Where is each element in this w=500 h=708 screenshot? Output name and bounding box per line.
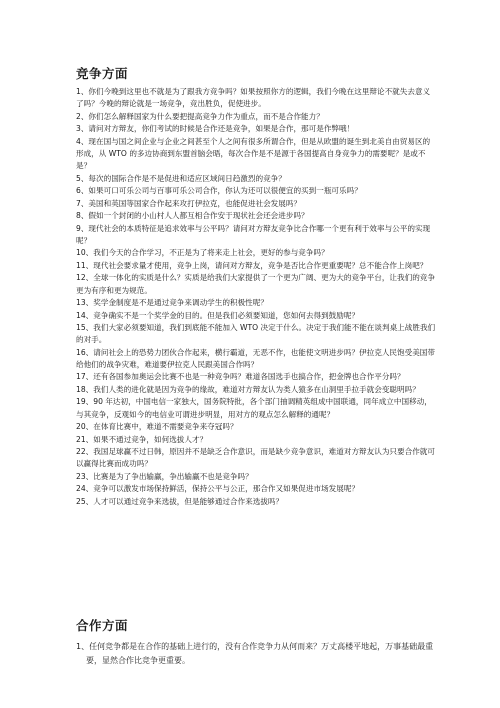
list-item: 8、假如一个封闭的小山村人人都互相合作安于现状社会还会进步吗？ bbox=[76, 211, 309, 221]
list-item: 11、现代社会要求量才使用，竞争上岗，请问对方辩友，竞争是否比合作更重要呢？总不能合作上岗吧？ bbox=[76, 260, 428, 270]
list-item: 15、我们大家必须要知道，我们到底能不能加入 WTO 决定于什么。决定于我们能不能在谈判桌上战胜我们的对手。 bbox=[76, 323, 436, 345]
list-item: 3、请问对方辩友，你们考试的时候是合作还是竞争，如果是合作，那可是作弊哦！ bbox=[76, 124, 355, 134]
cooperation-list bbox=[76, 640, 436, 668]
list-item: 21、如果不通过竞争，如何选拔人才？ bbox=[76, 434, 208, 444]
list-item: 4、现在国与国之间企业与企业之间甚至个人之间有很多所谓合作，但是从欧盟的诞生到北美自由贸易区的形成，从 WTO 的多边协商到东盟首脑会晤，每次合作是不是源于各国提高自身竞争力的需要呢？是或不是？ bbox=[76, 136, 431, 171]
list-item: 10、我们今天的合作学习，不正是为了将来走上社会，更好的参与竞争吗？ bbox=[76, 248, 329, 258]
list-item: 9、现代社会的本质特征是追求效率与公平吗？请问对方辩友竞争比合作哪一个更有利于效率与公平的实现呢？ bbox=[76, 223, 431, 245]
section-heading-cooperation: 合作方面 bbox=[76, 618, 129, 633]
section-heading-competition: 竞争方面 bbox=[76, 66, 129, 81]
list-item: 23、比赛是为了争出输赢，争出输赢不也是竞争吗？ bbox=[76, 471, 253, 481]
list-item: 7、美国和英国等国家合作起来攻打伊拉克，也能促进社会发展吗？ bbox=[76, 198, 302, 208]
list-item: 13、奖学金制度是不是通过竞争来调动学生的积极性呢？ bbox=[76, 298, 268, 308]
list-item: 1、你们今晚到这里也不就是为了跟我方竞争吗？如果按照你方的逻辑，我们今晚在这里辩论不就失去意义了吗？今晚的辩论就是一场竞争，竞出胜负，促使进步。 bbox=[76, 87, 431, 109]
list-item: 12、全球一体化的实质是什么？实质是给我们大家提供了一个更为广阔、更为大的竞争平台，让我们的竞争更为有序和更为规范。 bbox=[76, 273, 435, 295]
list-item: 19、90 年达初，中国电信一家独大，国务院特批，各个部门抽调精英组成中国联通，同年成立中国移动，与其竞争，反观如今的电信业可谓进步明显，用对方的观点怎么解释的通呢？ bbox=[76, 397, 432, 419]
list-item: 16、请问社会上的恐势力团伙合作起来，横行霸道，无恶不作，也能使文明进步吗？伊拉克人民饱受美国带给他们的战争灾难，难道要伊拉克人民跟美国合作吗？ bbox=[76, 347, 435, 369]
list-item: 1、任何竞争都是在合作的基础上进行的，没有合作竞争力从何而来？万丈高楼平地起，万事基础最重要，显然合作比竞争更重要。 bbox=[76, 642, 434, 665]
list-item: 25、人才可以通过竞争来选拔，但是能够通过合作来选拔吗？ bbox=[76, 496, 284, 506]
list-item: 24、竞争可以激发市场保持鲜活，保持公平与公正，那合作又如果促进市场发展呢？ bbox=[76, 484, 360, 494]
list-item: 18、我们人类的进化就是因为竞争的缘故，难道对方辩友认为类人猿多在山洞里手拉手就会变聪明吗？ bbox=[76, 384, 420, 394]
list-item: 17、还有各国参加奥运会比赛不也是一种竞争吗？难道各国选手也搞合作，把金牌也合作平分吗？ bbox=[76, 372, 405, 382]
competition-list bbox=[76, 86, 436, 508]
list-item: 5、每次的国际合作是不是促进和适应区域间日趋激烈的竞争？ bbox=[76, 173, 286, 183]
list-item: 14、竞争确实不是一个奖学金的目的。但是我们必须要知道，您如何去得到鼓励呢？ bbox=[76, 310, 360, 320]
list-item: 2、你们怎么解释国家为什么要把提高竞争力作为重点，而不是合作能力？ bbox=[76, 111, 324, 121]
list-item: 22、我国足球赢不过日韩，原因并不是缺乏合作意识，而是缺少竞争意识，难道对方辩友认为只要合作就可以赢得比赛而成功吗？ bbox=[76, 447, 435, 469]
list-item: 20、在体育比赛中，难道不需要竞争来夺冠吗？ bbox=[76, 422, 238, 432]
list-item: 6、如果可口可乐公司与百事可乐公司合作，你认为还可以很便宜的买到一瓶可乐吗？ bbox=[76, 186, 362, 196]
